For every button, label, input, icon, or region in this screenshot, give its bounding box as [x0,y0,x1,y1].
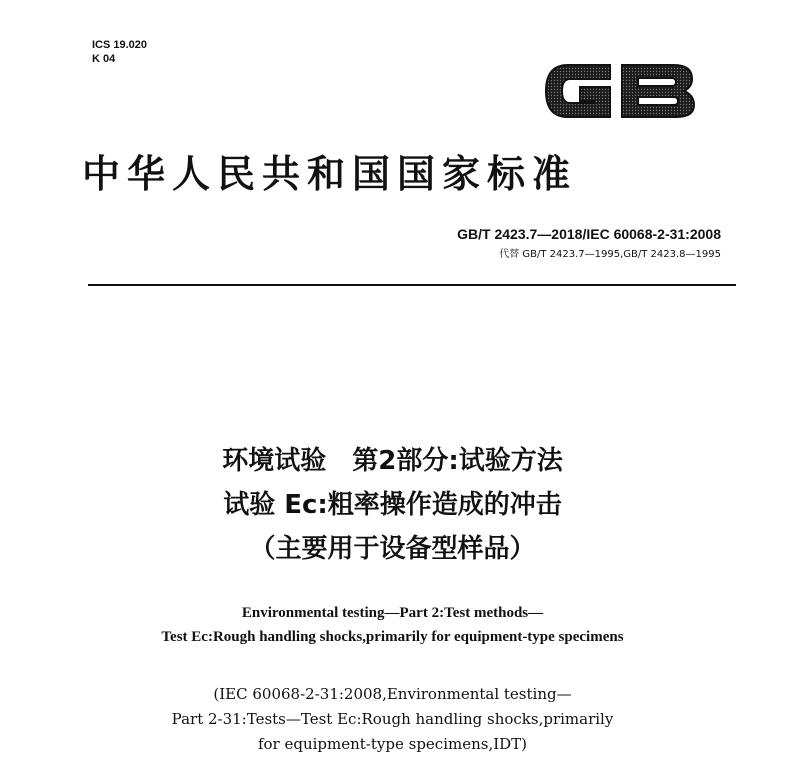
iec-reference-line-3: for equipment-type specimens,IDT) [257,735,528,753]
english-title-line-2: Test Ec:Rough handling shocks,primarily for equipment-type specimens [161,629,624,645]
english-title-line-1: Environmental testing—Part 2:Test methods— [241,605,544,621]
ccs-code: K 04 [92,53,116,65]
iec-reference-line-2: Part 2-31:Tests—Test Ec:Rough handling shocks,primarily [171,710,614,728]
chinese-title-line-2: 试验 Ec:粗率操作造成的冲击 [223,490,562,520]
ics-code: ICS 19.020 [92,39,148,51]
national-standard-title: 中华人民共和国国家标准 [82,152,578,196]
iec-reference-line-1: (IEC 60068-2-31:2008,Environmental testing— [213,685,572,703]
gb-logo-icon [538,55,698,127]
header-divider [88,284,736,286]
standard-number: GB/T 2423.7—2018/IEC 60068-2-31:2008 [457,226,721,242]
chinese-title-line-1: 环境试验 第2部分:试验方法 [222,446,563,476]
replaces-note: 代替 GB/T 2423.7—1995,GB/T 2423.8—1995 [499,249,721,260]
chinese-title-line-3: （主要用于设备型样品） [249,534,536,564]
classification-codes [92,38,147,66]
